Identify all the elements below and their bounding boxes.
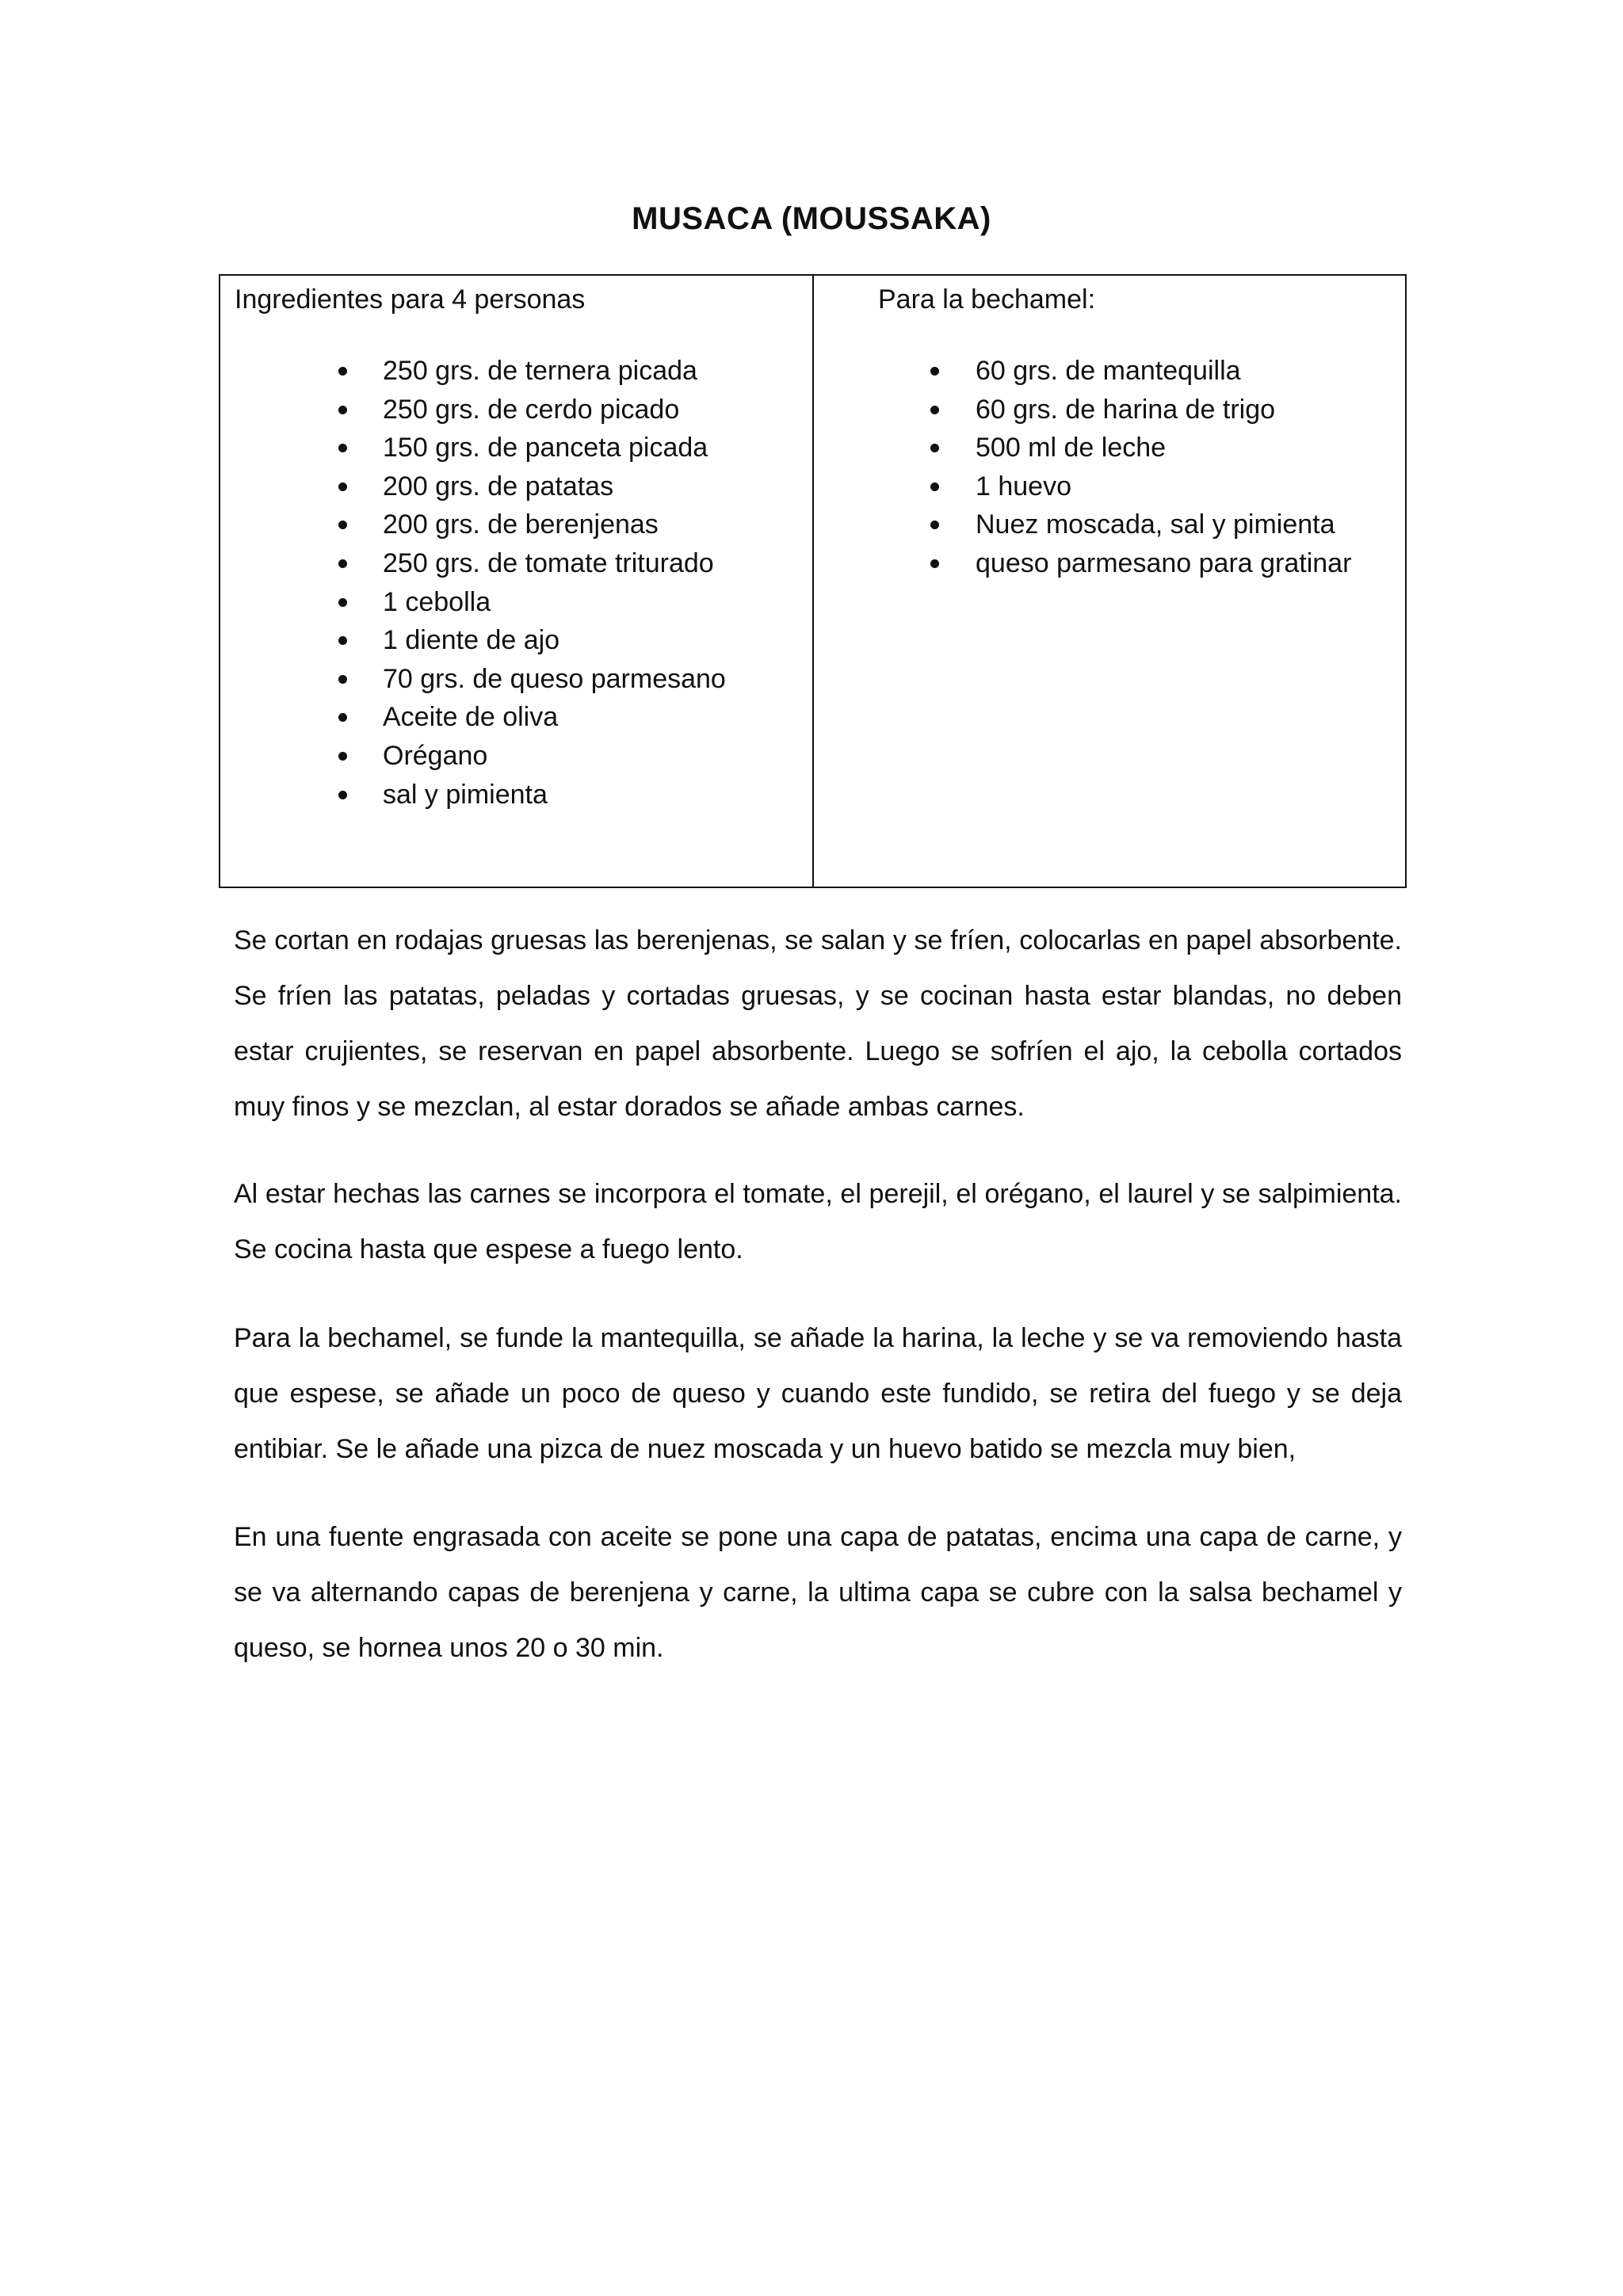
list-item-text: 200 grs. de patatas: [383, 471, 614, 502]
bullet-icon: [338, 444, 347, 452]
list-item-text: 250 grs. de cerdo picado: [383, 394, 680, 425]
bullet-icon: [930, 406, 939, 414]
list-item-text: 250 grs. de ternera picada: [383, 356, 697, 386]
paragraph: Al estar hechas las carnes se incorpora el tomate, el perejil, el orégano, el laurel y se salpimienta. Se cocina hasta que espese a fuego lento.: [234, 1179, 1402, 1264]
list-item-text: 1 diente de ajo: [383, 625, 560, 656]
bullet-icon: [930, 444, 939, 452]
paragraph: En una fuente engrasada con aceite se pone una capa de patatas, encima una capa de carne, y se va alternando capas de berenjena y carne, la ultima capa se cubre con la salsa bechamel y queso, se hornea unos 20 o 30 min.: [234, 1522, 1402, 1663]
bullet-icon: [338, 598, 347, 607]
ingredients-cell: [220, 276, 814, 887]
bullet-icon: [338, 482, 347, 491]
document-title: MUSACA (MOUSSAKA): [632, 201, 991, 236]
bullet-icon: [930, 521, 939, 529]
list-item-text: 1 huevo: [976, 471, 1071, 502]
list-item-text: Orégano: [383, 740, 488, 771]
bullet-icon: [338, 521, 347, 529]
ingredients-table: [219, 274, 1407, 888]
list-item-text: sal y pimienta: [383, 779, 548, 810]
bullet-icon: [338, 713, 347, 722]
bullet-icon: [338, 559, 347, 568]
bullet-icon: [338, 675, 347, 684]
bullet-icon: [338, 752, 347, 761]
bullet-icon: [338, 791, 347, 799]
list-item-text: 60 grs. de harina de trigo: [976, 394, 1276, 425]
bullet-icon: [930, 482, 939, 491]
list-item-text: Aceite de oliva: [383, 702, 559, 733]
list-item-text: 60 grs. de mantequilla: [976, 356, 1241, 386]
bullet-icon: [338, 636, 347, 645]
bullet-icon: [930, 367, 939, 376]
list-item-text: 500 ml de leche: [976, 433, 1167, 463]
bechamel-heading: Para la bechamel:: [878, 284, 1096, 315]
ingredients-heading: Ingredientes para 4 personas: [235, 284, 586, 315]
list-item-text: 150 grs. de panceta picada: [383, 433, 708, 463]
list-item-text: 70 grs. de queso parmesano: [383, 663, 726, 694]
list-item-text: 250 grs. de tomate triturado: [383, 547, 714, 578]
list-item-text: 1 cebolla: [383, 586, 491, 617]
bullet-icon: [930, 559, 939, 568]
bullet-icon: [338, 406, 347, 414]
paragraph: Para la bechamel, se funde la mantequilla, se añade la harina, la leche y se va removiendo hasta que espese, se añade un poco de queso y cuando este fundido, se retira del fuego y se deja entibiar. Se le añade una pizca de nuez moscada y un huevo batido se mezcla muy bien,: [234, 1323, 1402, 1464]
list-item-text: queso parmesano para gratinar: [976, 547, 1352, 578]
list-item-text: 200 grs. de berenjenas: [383, 509, 659, 540]
bullet-icon: [338, 367, 347, 376]
list-item-text: Nuez moscada, sal y pimienta: [976, 509, 1335, 540]
bechamel-cell: [814, 276, 1405, 887]
paragraph: Se cortan en rodajas gruesas las berenjenas, se salan y se fríen, colocarlas en papel absorbente. Se fríen las patatas, peladas y cortadas gruesas, y se cocinan hasta estar blandas, no deben estar crujientes, se reservan en papel absorbente. Luego se sofríen el ajo, la cebolla cortados muy finos y se mezclan, al estar dorados se añade ambas carnes.: [234, 925, 1402, 1122]
